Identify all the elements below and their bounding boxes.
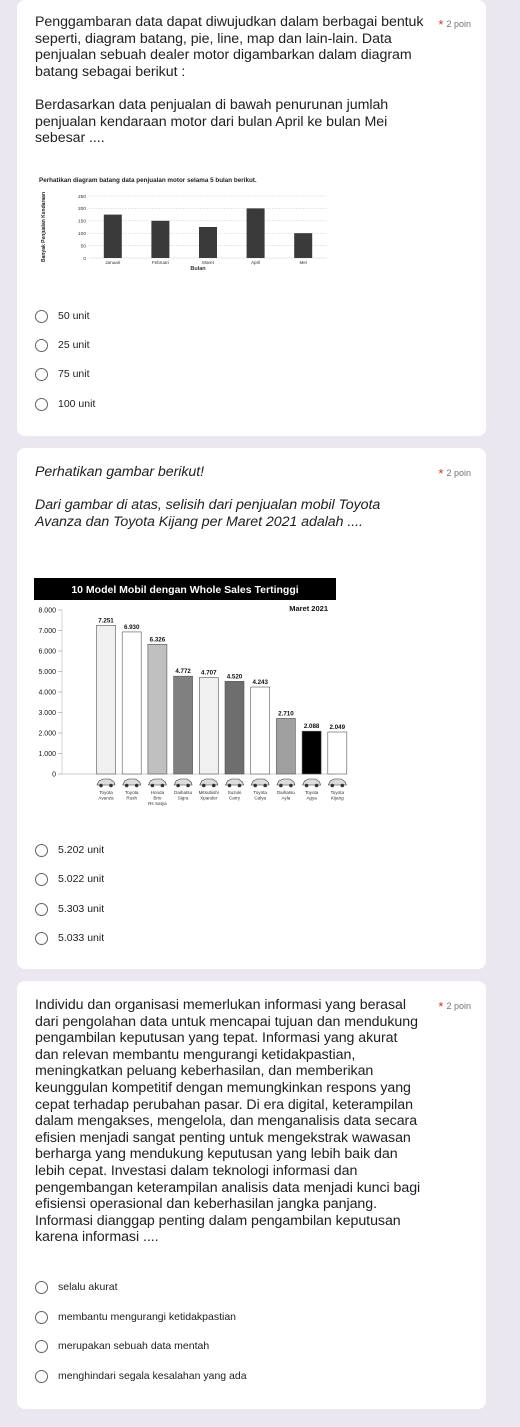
x-tick-label: Toyota — [253, 790, 267, 795]
bar — [199, 227, 217, 258]
y-tick-label: 0 — [83, 256, 86, 262]
radio-button-icon[interactable] — [35, 903, 48, 916]
chart-subtitle: Maret 2021 — [289, 604, 328, 613]
option-2[interactable] — [35, 335, 90, 355]
x-tick-label: Daihatsu — [174, 790, 193, 795]
x-tick-label: Toyota — [124, 790, 139, 795]
x-tick-label: Toyota — [330, 790, 345, 795]
x-tick-label: Avanza — [98, 795, 114, 801]
option-label: membantu mengurangi ketidakpastian — [58, 1311, 237, 1323]
x-tick-label: Rs Satya — [148, 801, 167, 806]
option-3[interactable] — [35, 899, 104, 919]
y-tick-label: 6.000 — [38, 648, 56, 656]
bar — [122, 632, 141, 774]
option-label: 5.202 unit — [58, 844, 105, 856]
y-tick-label: 100 — [77, 232, 86, 237]
points-label: 2 poin — [446, 19, 471, 29]
data-label: 4.243 — [252, 679, 268, 687]
x-tick-label: Honda — [150, 790, 165, 795]
radio-button-icon[interactable] — [35, 1370, 48, 1383]
x-tick-label: April — [250, 260, 261, 265]
x-tick-label: Mei — [299, 260, 307, 265]
data-label: 4.772 — [175, 668, 191, 676]
y-tick-label: 3.000 — [38, 710, 56, 717]
radio-button-icon[interactable] — [35, 932, 48, 945]
option-label: menghindari segala kesalahan yang ada — [58, 1370, 247, 1382]
option-4[interactable] — [35, 1366, 247, 1386]
option-label: 25 unit — [58, 339, 90, 351]
bar — [302, 731, 321, 774]
question-card-1 — [17, 0, 486, 436]
data-label: 4.707 — [201, 669, 217, 677]
x-tick-label: Carry — [228, 795, 241, 801]
bar — [276, 718, 295, 774]
chart-title: 10 Model Mobil dengan Whole Sales Tertinggi — [71, 584, 299, 596]
y-tick-label: 4.000 — [38, 689, 56, 697]
required-asterisk-icon: * — [438, 17, 444, 32]
chart-title: Perhatikan diagram batang data penjualan motor selama 5 bulan berikut. — [39, 177, 257, 184]
bar — [104, 215, 122, 258]
car-sales-bar-chart — [34, 578, 346, 818]
data-label: 2.049 — [329, 723, 346, 731]
option-1[interactable] — [35, 840, 104, 860]
data-label: 6.930 — [123, 623, 140, 631]
bar — [97, 625, 116, 774]
option-label: 50 unit — [58, 310, 90, 322]
option-3[interactable] — [35, 364, 90, 384]
data-label: 2.088 — [303, 723, 320, 731]
points-label: 2 poin — [446, 1001, 471, 1011]
x-tick-label: Agya — [306, 795, 317, 801]
x-tick-label: Rush — [126, 795, 138, 801]
radio-button-icon[interactable] — [35, 310, 48, 323]
radio-button-icon[interactable] — [35, 368, 48, 381]
bar — [199, 678, 218, 774]
y-axis-label: Banyak Penjualan Kendaraan — [41, 191, 47, 263]
question-text: Individu dan organisasi memerlukan informasi yang berasal dari pengolahan data untuk mencapai tujuan dan mendukung pengambilan keputusan yang tepat. Informasi yang akurat dan relevan membantu mengurangi ketidakpastian, meningkatkan peluang keberhasilan, dan memberikan keunggulan kompetitif dengan memungkinkan respons yang cepat terhadap perubahan pasar. Di era digital, keterampilan dalam mengakses, mengelola, dan menganalisis data secara efisien menjadi sangat penting untuk mengekstrak wawasan berharga yang mendukung keputusan yang lebih baik dan lebih cepat. Investasi dalam teknologi informasi dan pengembangan keterampilan analisis data menjadi kunci bagi efisiensi operasional dan keberhasilan jangka panjang. Informasi dianggap penting dalam pengambilan keputusan karena informasi .... — [35, 997, 421, 1246]
option-4[interactable] — [35, 394, 95, 414]
motor-sales-bar-chart — [37, 172, 337, 272]
option-3[interactable] — [35, 1336, 209, 1356]
bar — [247, 208, 265, 258]
data-label: 6.326 — [149, 636, 166, 644]
data-label: 4.520 — [226, 673, 243, 681]
x-tick-label: Ayla — [281, 795, 291, 801]
option-label: 5.022 unit — [58, 873, 105, 885]
x-tick-label: Toyota — [304, 790, 319, 795]
bar — [148, 644, 167, 774]
y-tick-label: 0 — [52, 771, 56, 779]
question-points — [438, 17, 471, 32]
option-label: merupakan sebuah data mentah — [58, 1340, 210, 1352]
x-tick-label: Toyota — [99, 790, 113, 795]
x-tick-label: Februari — [151, 260, 169, 265]
y-tick-label: 2.000 — [38, 730, 56, 738]
y-tick-label: 5.000 — [38, 669, 56, 676]
radio-button-icon[interactable] — [35, 398, 48, 411]
radio-button-icon[interactable] — [35, 1311, 48, 1324]
radio-button-icon[interactable] — [35, 844, 48, 857]
question-points — [438, 466, 471, 481]
y-tick-label: 50 — [80, 244, 86, 250]
y-tick-label: 1.000 — [38, 751, 56, 758]
x-tick-label: Maret — [202, 260, 214, 265]
option-2[interactable] — [35, 869, 104, 889]
y-tick-label: 8.000 — [38, 607, 56, 615]
radio-button-icon[interactable] — [35, 1281, 48, 1294]
y-tick-label: 250 — [77, 194, 86, 200]
option-2[interactable] — [35, 1307, 236, 1327]
x-tick-label: Xpander — [200, 795, 218, 801]
radio-button-icon[interactable] — [35, 873, 48, 886]
option-1[interactable] — [35, 1277, 118, 1297]
bar — [328, 732, 347, 774]
x-tick-label: Suzuki — [227, 790, 242, 795]
y-tick-label: 150 — [77, 219, 86, 225]
bar — [151, 221, 169, 258]
x-tick-label: Januari — [105, 260, 121, 265]
x-axis-label: Bulan — [190, 266, 206, 272]
bar — [294, 233, 312, 258]
x-tick-label: Kijang — [330, 795, 344, 801]
x-tick-label: Mitsubishi — [198, 790, 220, 795]
question-text: Penggambaran data dapat diwujudkan dalam berbagai bentuk seperti, diagram batang, pie, line, map dan lain-lain. Data penjualan sebuah dealer motor digambarkan dalam diagram batang sebagai berikut : Berdasarkan data penjualan di bawah penurunan jumlah penjualan kendaraan motor dari bulan April ke bulan Mei sebesar .... — [35, 14, 424, 147]
y-tick-label: 200 — [77, 207, 86, 213]
data-label: 2.710 — [278, 710, 294, 718]
bar — [174, 676, 193, 774]
x-tick-label: Daihatsu — [276, 790, 295, 795]
question-card-2 — [17, 448, 486, 969]
x-tick-label: Calya — [254, 795, 267, 801]
required-asterisk-icon: * — [438, 466, 444, 481]
radio-button-icon[interactable] — [35, 339, 48, 352]
x-tick-label: Sigra — [177, 795, 189, 801]
option-label: selalu akurat — [58, 1281, 118, 1293]
required-asterisk-icon: * — [438, 999, 444, 1014]
option-label: 75 unit — [58, 368, 90, 380]
data-label: 7.251 — [98, 617, 114, 625]
option-4[interactable] — [35, 928, 104, 948]
option-1[interactable] — [35, 306, 90, 326]
points-label: 2 poin — [446, 468, 471, 478]
radio-button-icon[interactable] — [35, 1340, 48, 1353]
y-tick-label: 7.000 — [38, 628, 56, 635]
bar — [225, 681, 244, 774]
option-label: 100 unit — [58, 398, 96, 410]
option-label: 5.033 unit — [58, 932, 105, 944]
option-label: 5.303 unit — [58, 903, 105, 915]
question-text: Perhatikan gambar berikut! Dari gambar di atas, selisih dari penjualan mobil Toyota Avanza dan Toyota Kijang per Maret 2021 adalah .... — [35, 464, 381, 530]
bar — [251, 687, 270, 774]
x-tick-label: Brio — [153, 795, 162, 801]
question-points — [438, 999, 471, 1014]
question-card-3 — [17, 981, 486, 1409]
